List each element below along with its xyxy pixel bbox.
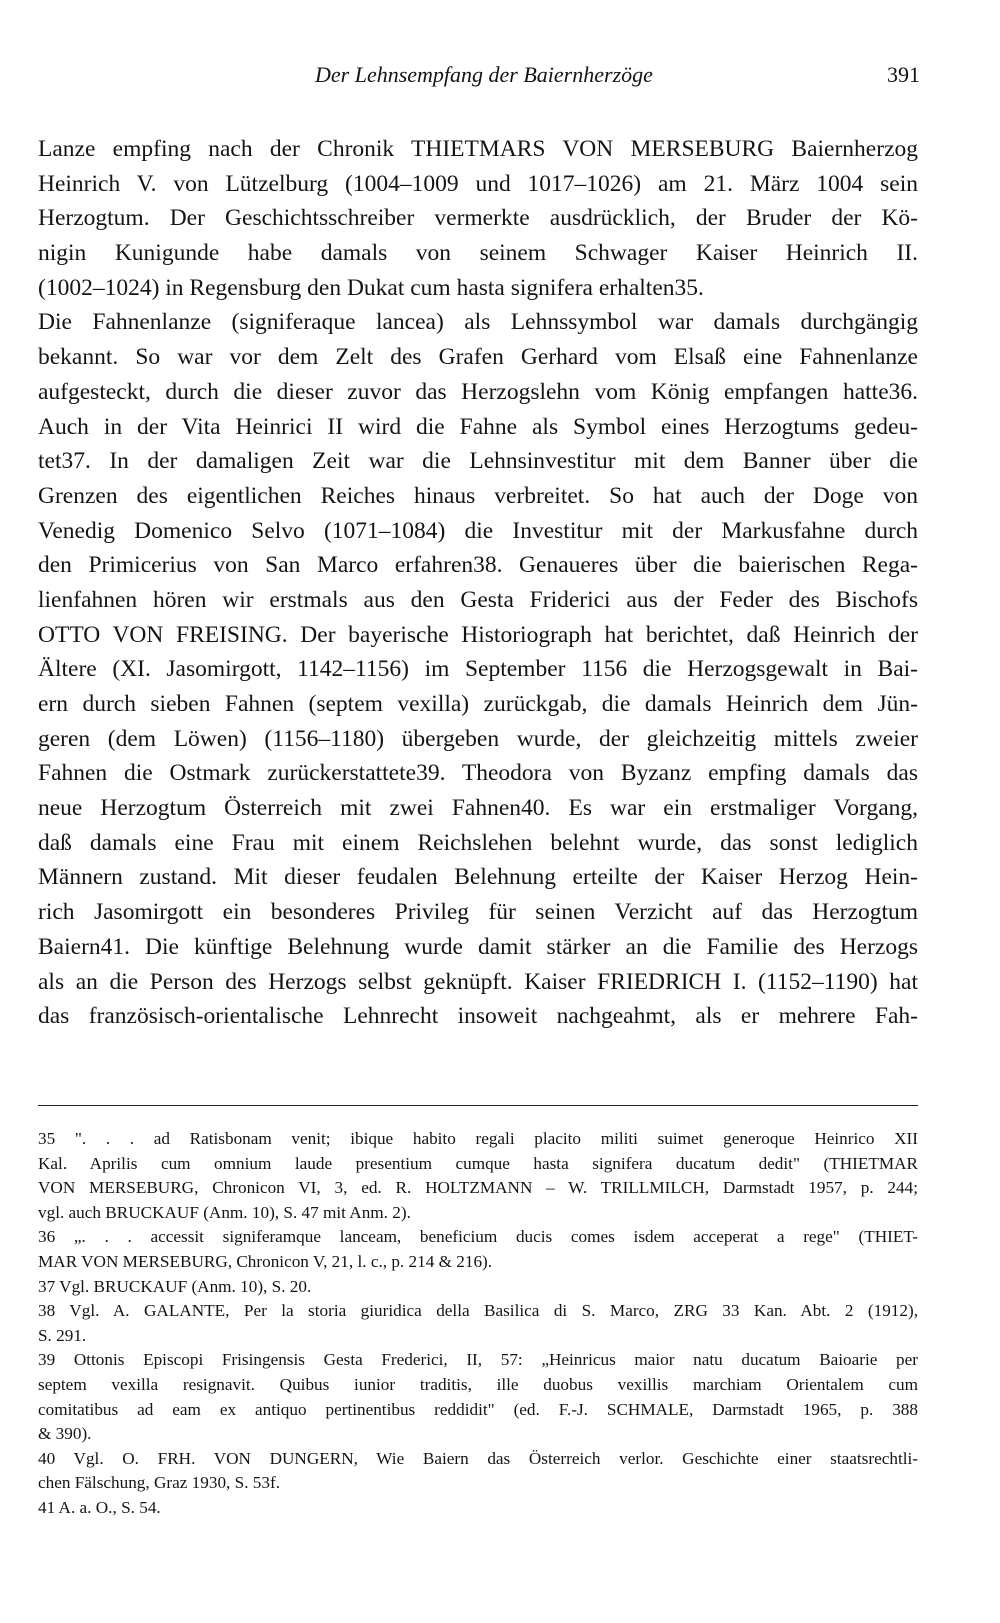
text-line: OTTO VON FREISING. Der bayerische Historiograph hat berichtet, daß Heinrich der [38, 621, 918, 648]
footnote-line: 37 Vgl. BRUCKAUF (Anm. 10), S. 20. [38, 1276, 312, 1296]
text-line: (1002–1024) in Regensburg den Dukat cum hasta signifera erhalten35. [38, 274, 704, 301]
footnote-line: chen Fälschung, Graz 1930, S. 53f. [38, 1473, 281, 1493]
footnote-line: 40 Vgl. O. FRH. VON DUNGERN, Wie Baiern das Österreich verlor. Geschichte einer staatsrechtli- [38, 1448, 918, 1468]
text-line: ern durch sieben Fahnen (septem vexilla) zurückgab, die damals Heinrich dem Jün- [38, 691, 918, 717]
text-line: neue Herzogtum Österreich mit zwei Fahnen40. Es war ein erstmaliger Vorgang, [38, 795, 918, 822]
text-line: nigin Kunigunde habe damals von seinem Schwager Kaiser Heinrich II. [38, 240, 918, 267]
text-line: Baiern41. Die künftige Belehnung wurde damit stärker an die Familie des Herzogs [38, 933, 918, 960]
page-header [40, 62, 920, 102]
text-line: Grenzen des eigentlichen Reiches hinaus verbreitet. So hat auch der Doge von [38, 482, 918, 509]
running-title: Der Lehnsempfang der Baiernherzöge [315, 62, 653, 87]
text-line: Venedig Domenico Selvo (1071–1084) die Investitur mit der Markusfahne durch [38, 517, 918, 544]
text-line: Die Fahnenlanze (signiferaque lancea) als Lehnssymbol war damals durchgängig [38, 309, 918, 336]
footnote-line: comitatibus ad eam ex antiquo pertinentibus reddidit" (ed. F.-J. SCHMALE, Darmstadt 1965, p. 388 [38, 1399, 918, 1419]
footnote-line: 36 „. . . accessit signiferamque lanceam, beneficium ducis comes isdem acceperat a rege" (THIET- [38, 1227, 918, 1247]
text-line: tet37. In der damaligen Zeit war die Lehnsinvestitur mit dem Banner über die [38, 448, 918, 475]
footnote-separator [38, 1105, 918, 1106]
footnote-line: VON MERSEBURG, Chronicon VI, 3, ed. R. HOLTZMANN – W. TRILLMILCH, Darmstadt 1957, p. 244; [38, 1178, 918, 1198]
text-line: als an die Person des Herzogs selbst geknüpft. Kaiser FRIEDRICH I. (1152–1190) hat [38, 968, 918, 995]
text-line: den Primicerius von San Marco erfahren38. Genaueres über die baierischen Rega- [38, 552, 918, 579]
footnote-line: Kal. Aprilis cum omnium laude presentium cumque hasta signifera ducatum dedit" (THIETMAR [38, 1153, 918, 1173]
footnote-line: 41 A. a. O., S. 54. [38, 1497, 161, 1517]
text-line: Auch in der Vita Heinrici II wird die Fahne als Symbol eines Herzogtums gedeu- [38, 413, 918, 440]
footnotes [38, 1127, 918, 1521]
text-line: lienfahnen hören wir erstmals aus den Gesta Friderici aus der Feder des Bischofs [38, 586, 918, 613]
page-number: 391 [887, 62, 920, 87]
footnote-line: 39 Ottonis Episcopi Frisingensis Gesta Frederici, II, 57: „Heinricus maior natu ducatum Baioarie per [38, 1350, 918, 1370]
text-line: Heinrich V. von Lützelburg (1004–1009 und 1017–1026) am 21. März 1004 sein [38, 170, 918, 197]
text-line: Herzogtum. Der Geschichtsschreiber vermerkte ausdrücklich, der Bruder der Kö- [38, 205, 918, 232]
main-text [38, 132, 918, 1034]
footnote-line: septem vexilla resignavit. Quibus iunior traditis, ille duobus vexillis marchiam Orientalem cum [38, 1374, 918, 1394]
text-line: Ältere (XI. Jasomirgott, 1142–1156) im September 1156 die Herzogsgewalt in Bai- [38, 656, 918, 683]
footnote-line: MAR VON MERSEBURG, Chronicon V, 21, l. c., p. 214 & 216). [38, 1251, 493, 1271]
footnote-line: S. 291. [38, 1325, 87, 1345]
text-line: aufgesteckt, durch die dieser zuvor das Herzogslehn vom König empfangen hatte36. [38, 378, 918, 405]
text-line: bekannt. So war vor dem Zelt des Grafen Gerhard vom Elsaß eine Fahnenlanze [38, 344, 918, 371]
footnote-line: & 390). [38, 1424, 92, 1444]
text-line: das französisch-orientalische Lehnrecht insoweit nachgeahmt, als er mehrere Fah- [38, 1003, 918, 1030]
footnote-line: 35 ". . . ad Ratisbonam venit; ibique habito regali placito militi suimet generoque Heinrico XII [38, 1129, 918, 1148]
footnote-line: vgl. auch BRUCKAUF (Anm. 10), S. 47 mit Anm. 2). [38, 1202, 411, 1222]
text-line: daß damals eine Frau mit einem Reichslehen belehnt wurde, das sonst lediglich [38, 829, 918, 856]
footnote-line: 38 Vgl. A. GALANTE, Per la storia giuridica della Basilica di S. Marco, ZRG 33 Kan. Abt. 2 (1912), [38, 1301, 918, 1321]
text-line: geren (dem Löwen) (1156–1180) übergeben wurde, der gleichzeitig mittels zweier [38, 725, 918, 752]
text-line: Lanze empfing nach der Chronik THIETMARS VON MERSEBURG Baiernherzog [38, 136, 918, 162]
text-line: Fahnen die Ostmark zurückerstattete39. Theodora von Byzanz empfing damals das [38, 760, 918, 787]
text-line: Männern zustand. Mit dieser feudalen Belehnung erteilte der Kaiser Herzog Hein- [38, 864, 918, 891]
text-line: rich Jasomirgott ein besonderes Privileg für seinen Verzicht auf das Herzogtum [38, 899, 918, 926]
